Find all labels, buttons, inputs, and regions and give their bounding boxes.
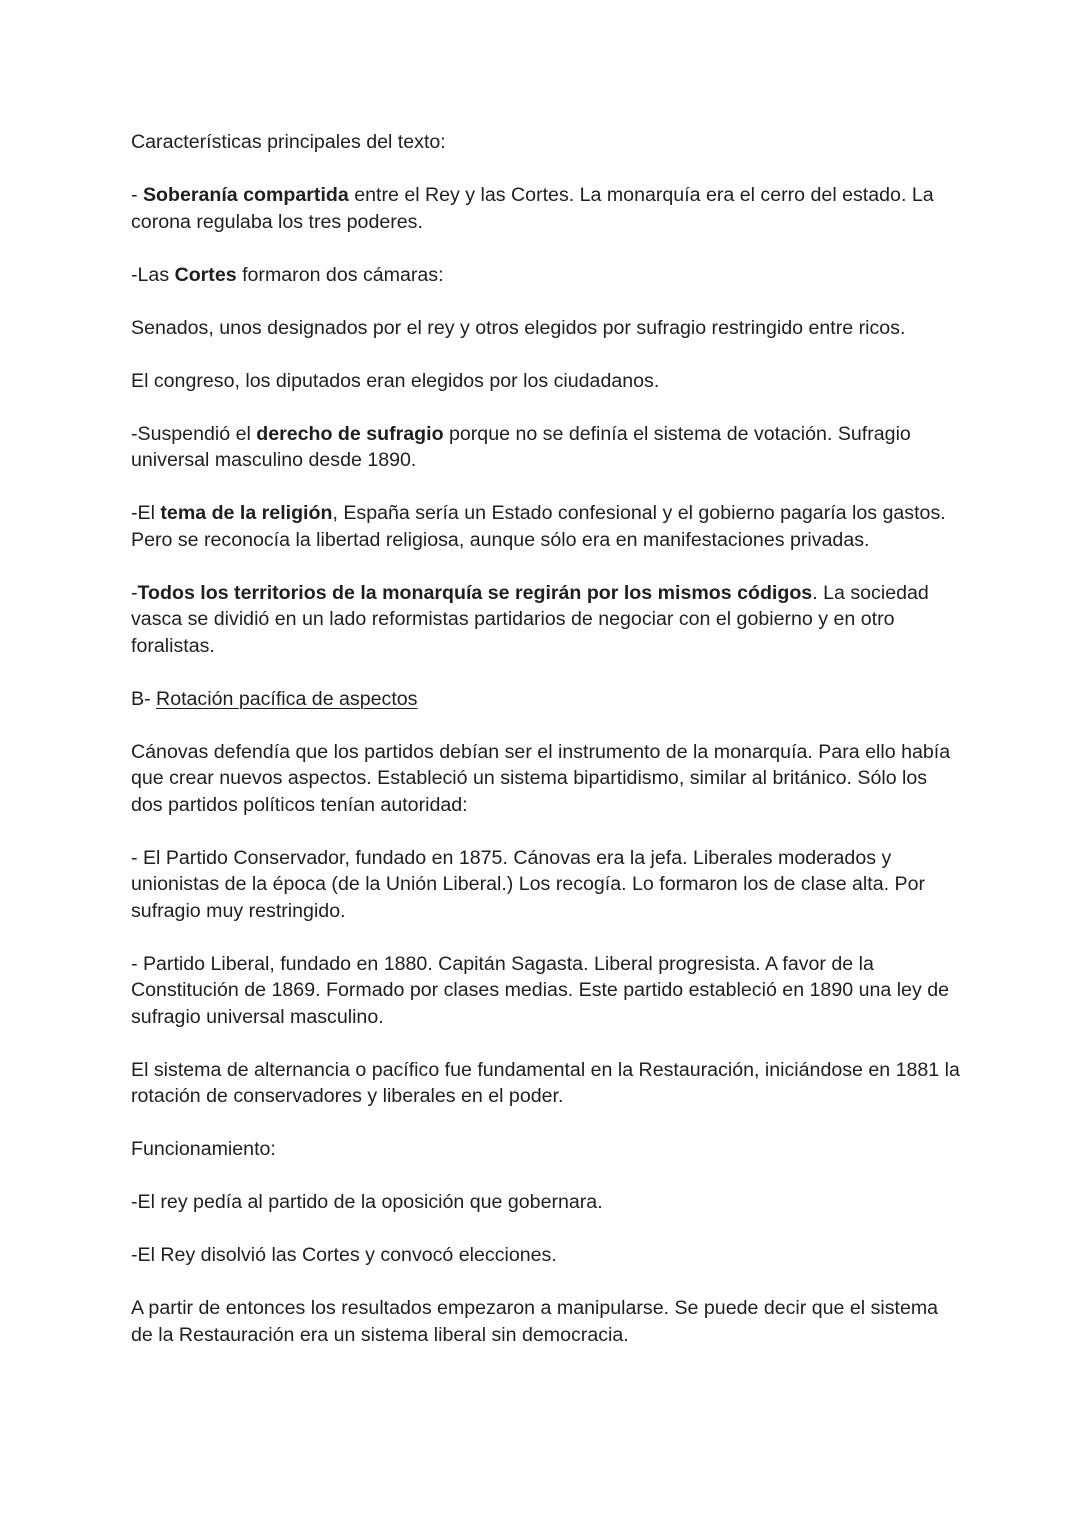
- section-b-heading: [131, 686, 961, 713]
- paragraph-territorios: [131, 580, 961, 660]
- paragraph-prefix: -: [131, 581, 138, 604]
- section-prefix: B-: [131, 687, 157, 710]
- paragraph-religion: [131, 500, 961, 553]
- bold-term: Cortes: [174, 263, 237, 286]
- paragraph-soberania: [131, 182, 961, 235]
- paragraph-senados: Senados, unos designados por el rey y otros elegidos por sufragio restringido entre ricos.: [131, 316, 906, 339]
- paragraph-prefix: -Suspendió el: [131, 422, 257, 445]
- paragraph-partido-liberal: - Partido Liberal, fundado en 1880. Capitán Sagasta. Liberal progresista. A favor de la Constitución de 1869. Formado por clases medias. Este partido estableció en 1890 una ley de sufragio universal masculino.: [131, 952, 949, 1028]
- paragraph-prefix: -: [131, 184, 143, 206]
- paragraph-conclusion: A partir de entonces los resultados empezaron a manipularse. Se puede decir que el sistema de la Restauración era un sistema liberal sin democracia.: [131, 1297, 939, 1346]
- paragraph-canovas: Cánovas defendía que los partidos debían ser el instrumento de la monarquía. Para ello había que crear nuevos aspectos. Estableció un sistema bipartidismo, similar al británico. Sólo los dos partidos políticos tenían autoridad:: [131, 740, 951, 816]
- heading-caracteristicas: Características principales del texto:: [131, 131, 446, 153]
- bold-term: derecho de sufragio: [256, 422, 444, 445]
- paragraph-sufragio: [131, 421, 961, 474]
- paragraph-rey-disolvio: -El Rey disolvió las Cortes y convocó elecciones.: [131, 1244, 557, 1266]
- paragraph-text: . La sociedad vasca se dividió en un lado reformistas partidarios de negociar con el gobierno y en otro foralistas.: [131, 581, 929, 657]
- paragraph-cortes: [131, 262, 961, 289]
- section-title: Rotación pacífica de aspectos: [156, 687, 418, 710]
- paragraph-partido-conservador: - El Partido Conservador, fundado en 1875. Cánovas era la jefa. Liberales moderados y unionistas de la época (de la Unión Liberal.) Los recogía. Lo formaron los de clase alta. Por sufragio muy restringido.: [131, 846, 926, 922]
- document-page: [131, 129, 961, 1348]
- paragraph-text: entre el Rey y las Cortes. La monarquía era el cerro del estado. La corona regulaba los tres poderes.: [131, 184, 934, 233]
- paragraph-prefix: -Las: [131, 263, 175, 286]
- paragraph-text: porque no se definía el sistema de votación. Sufragio universal masculino desde 1890.: [131, 422, 911, 471]
- paragraph-prefix: -El: [131, 502, 161, 524]
- paragraph-rey-pedia: -El rey pedía al partido de la oposición que gobernara.: [131, 1191, 603, 1213]
- paragraph-alternancia: El sistema de alternancia o pacífico fue fundamental en la Restauración, iniciándose en 1881 la rotación de conservadores y liberales en el poder.: [131, 1058, 960, 1107]
- paragraph-congreso: El congreso, los diputados eran elegidos por los ciudadanos.: [131, 369, 660, 392]
- bold-term: Soberanía compartida: [142, 184, 349, 206]
- bold-term: Todos los territorios de la monarquía se regirán por los mismos códigos: [137, 581, 813, 604]
- paragraph-text: formaron dos cámaras:: [236, 263, 444, 286]
- heading-funcionamiento: Funcionamiento:: [131, 1138, 276, 1160]
- paragraph-text: , España sería un Estado confesional y el gobierno pagaría los gastos. Pero se reconocía la libertad religiosa, aunque sólo era en manifestaciones privadas.: [131, 502, 946, 551]
- bold-term: tema de la religión: [160, 502, 333, 524]
